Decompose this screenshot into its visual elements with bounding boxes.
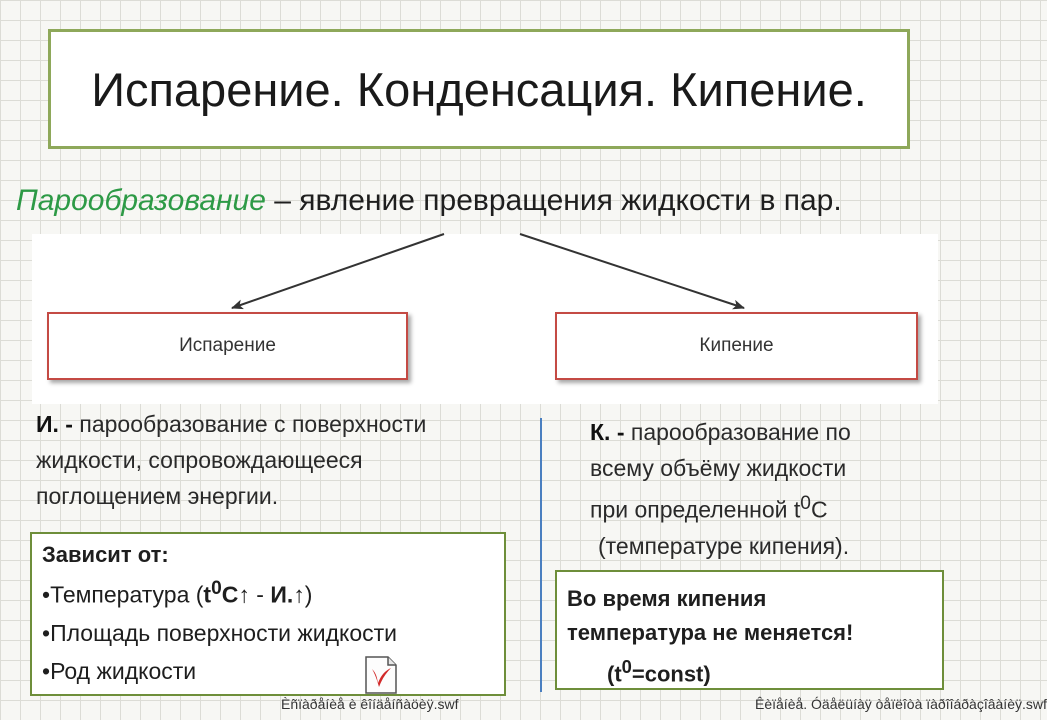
evaporation-line-3: поглощением энергии.	[36, 483, 279, 509]
evaporation-prefix: И. -	[36, 411, 73, 437]
definition-text: – явление превращения жидкости в пар.	[265, 184, 842, 217]
diagram-panel	[32, 234, 938, 404]
definition-line	[16, 184, 956, 218]
constant-sup: 0	[621, 656, 632, 677]
boiling-line-4: (температуре кипения).	[598, 532, 850, 559]
arrow-to-boiling	[520, 234, 744, 308]
node-boiling-label: Кипение	[699, 335, 774, 356]
swf-file-icon[interactable]	[364, 655, 398, 695]
boiling-line-3-text: при определенной t	[590, 496, 801, 523]
node-evaporation-label: Испарение	[179, 335, 276, 356]
dep1-t: t	[203, 581, 212, 608]
definition-term: Парообразование	[16, 184, 266, 217]
swf-link-right[interactable]: Êèïåíèå. Óäåëüíàÿ òåïëîòà ïàðîîáðàçîâàíèÿ.swf	[755, 696, 1047, 712]
constant-line-3	[567, 650, 942, 691]
constant-pre: (t	[607, 661, 622, 687]
slide-title: Испарение. Конденсация. Кипение.	[91, 62, 867, 116]
depends-heading: Зависит от:	[42, 542, 169, 567]
dep3-text: Род жидкости	[50, 657, 197, 684]
depends-item-kind: •Род жидкости	[42, 657, 197, 684]
evaporation-line-2: жидкости, сопровождающееся	[36, 447, 363, 473]
dep1-end: )	[304, 581, 313, 608]
evaporation-definition	[36, 406, 536, 514]
title-box	[48, 29, 910, 149]
constant-line-2: температура не меняется!	[567, 620, 854, 645]
dep1-sup: 0	[211, 578, 222, 599]
column-divider	[540, 418, 542, 692]
dep1-pre: Температура (	[50, 581, 204, 608]
constant-end: =const)	[631, 661, 711, 687]
swf-link-left[interactable]: Èñïàðåíèå è êîíäåíñàöèÿ.swf	[281, 696, 459, 712]
arrow-to-evaporation	[232, 234, 444, 308]
depends-box	[30, 532, 506, 696]
depends-item-area: •Площадь поверхности жидкости	[42, 619, 398, 646]
constant-box	[555, 570, 944, 690]
boiling-line-2: всему объёму жидкости	[590, 455, 847, 481]
boiling-line-3-sup: 0	[800, 493, 811, 514]
boiling-line-1: парообразование по	[624, 419, 851, 445]
depends-item-temperature: •Температура ($t^0С↑$ - И.↑)	[42, 578, 313, 608]
node-evaporation	[47, 312, 408, 380]
boiling-definition	[590, 414, 950, 564]
boiling-prefix: К. -	[590, 419, 625, 445]
dep2-text: Площадь поверхности жидкости	[50, 619, 398, 646]
dep1-i: И.↑	[270, 581, 305, 608]
node-boiling	[555, 312, 918, 380]
boiling-line-3	[590, 486, 950, 528]
constant-line-1: Во время кипения	[567, 586, 767, 611]
dep1-mid: -	[249, 581, 271, 608]
evaporation-line-1: парообразование с поверхности	[72, 411, 427, 437]
dep1-c: С↑	[221, 581, 250, 608]
boiling-line-3-end: С	[810, 496, 828, 523]
